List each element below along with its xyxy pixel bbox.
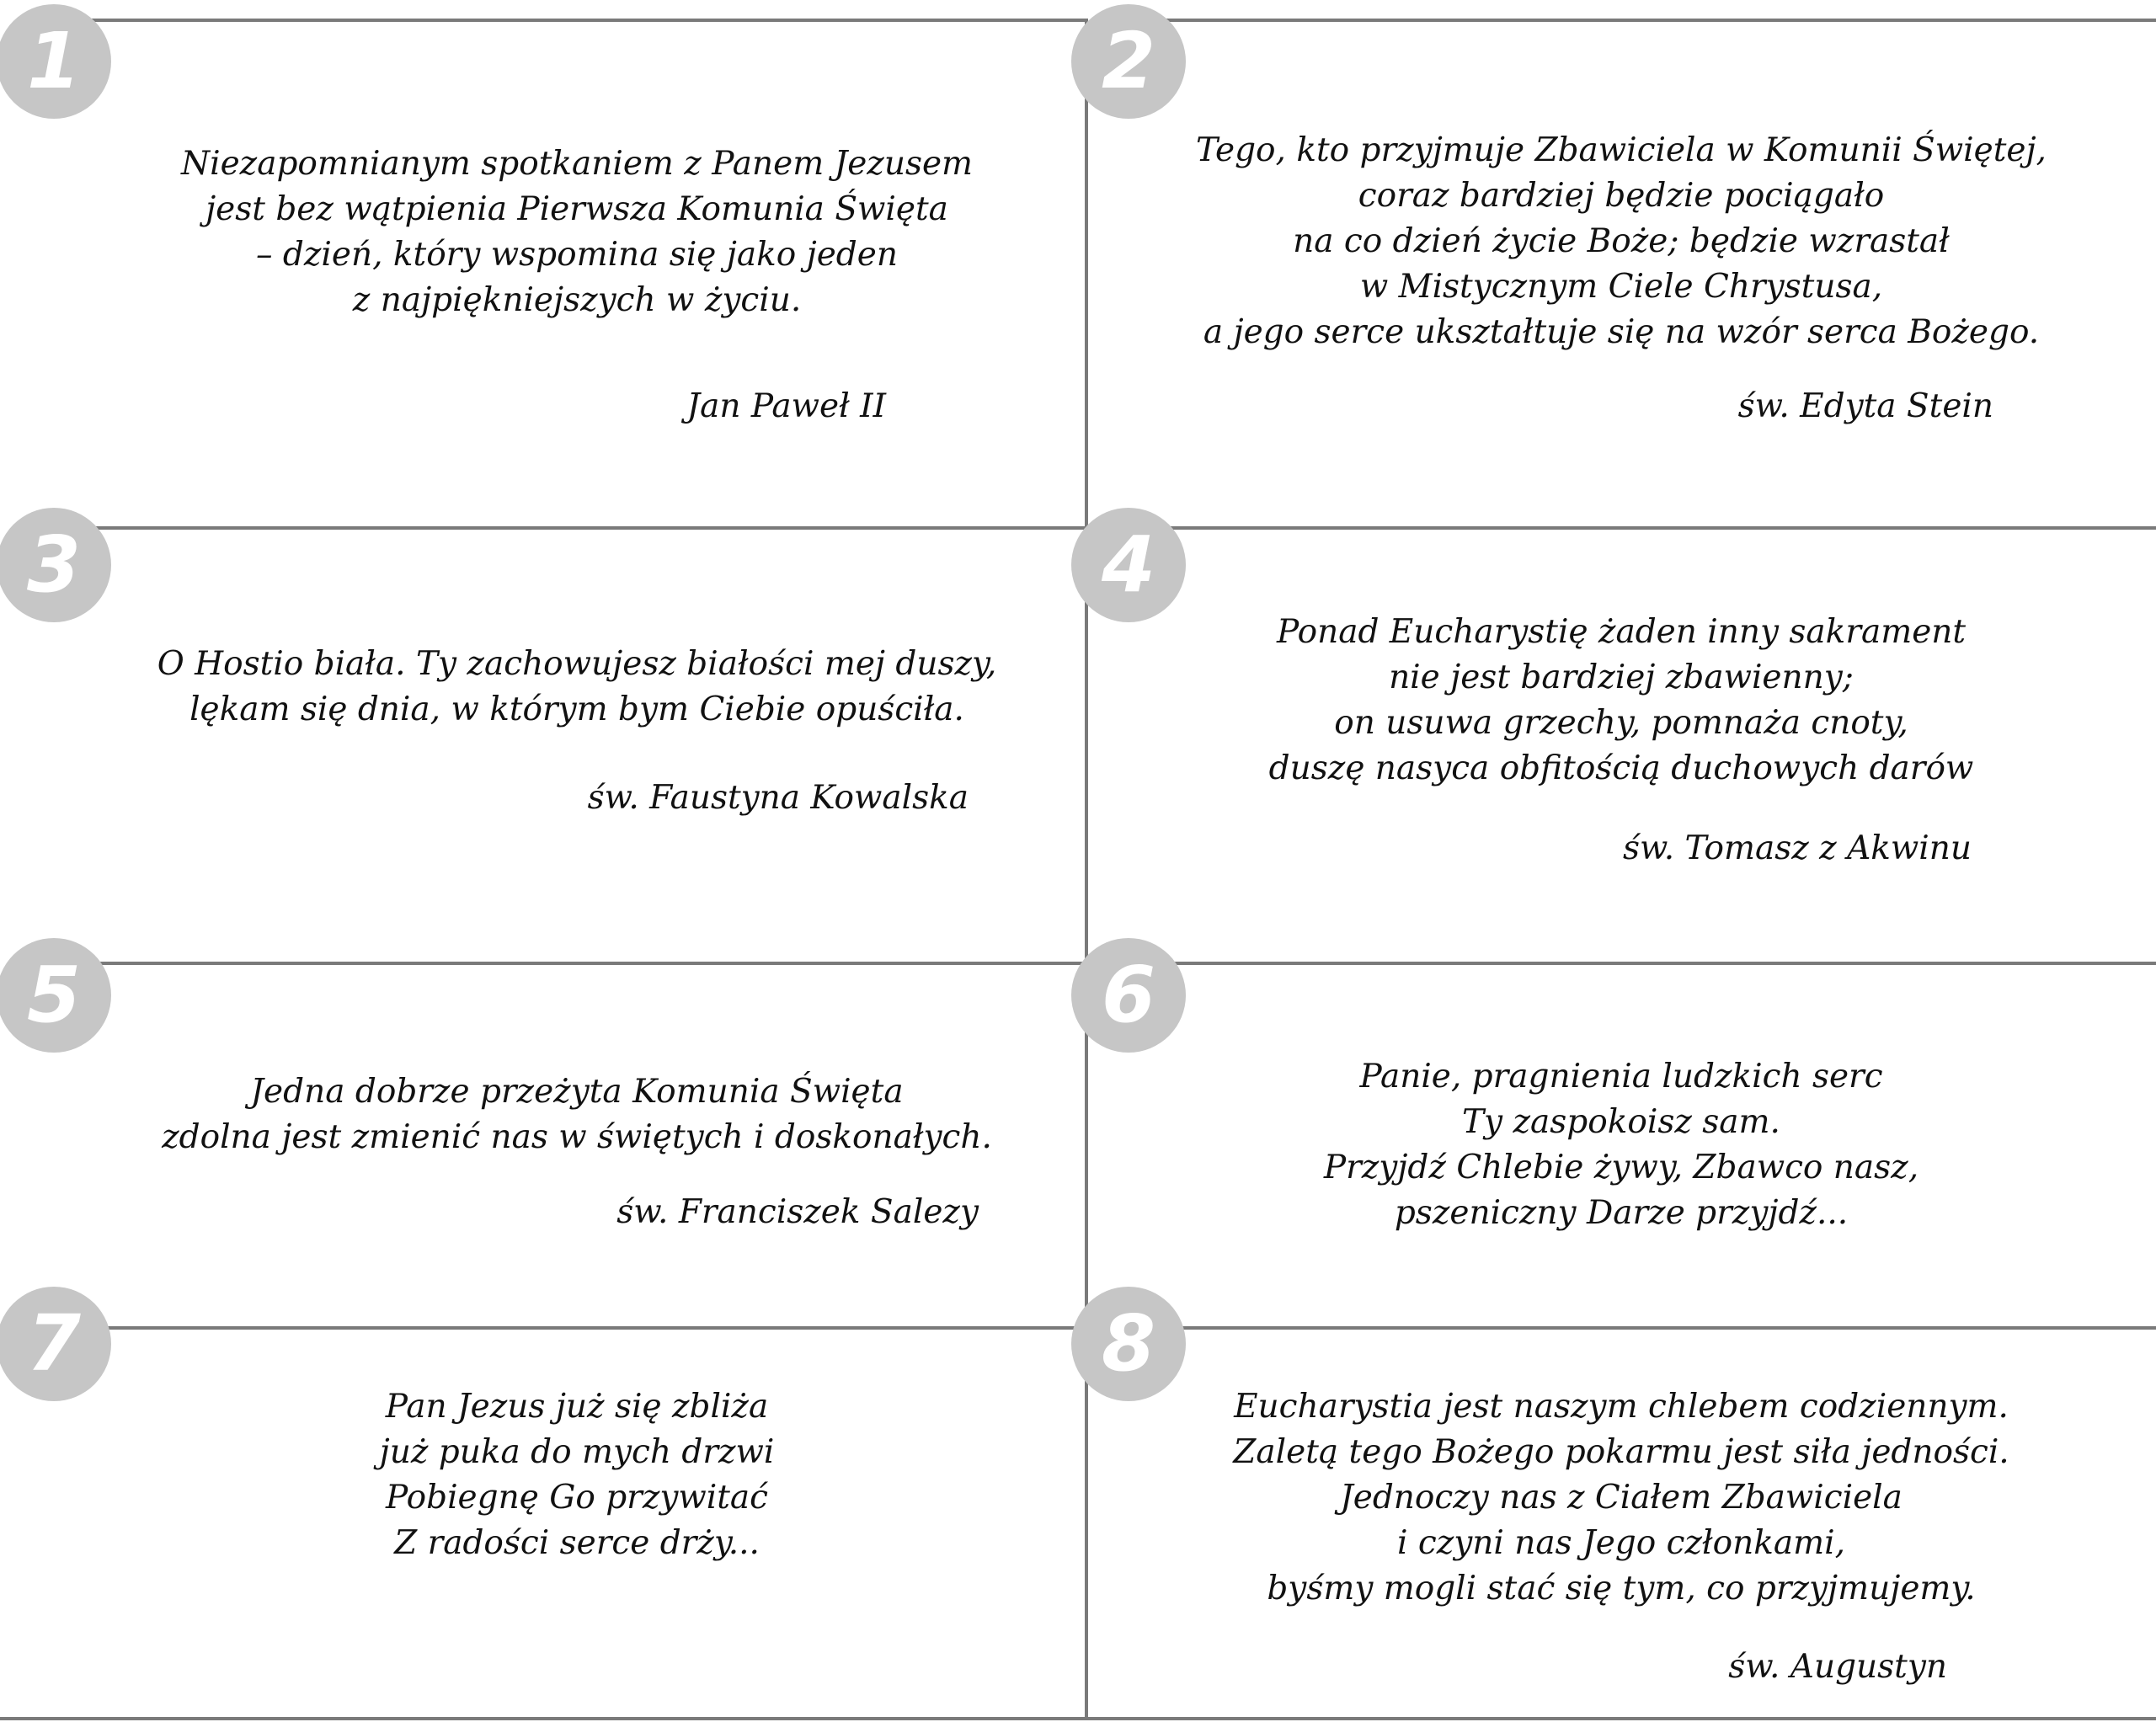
card-number-badge-5: 5 (0, 938, 111, 1053)
card-number-badge-4: 4 (1071, 508, 1186, 622)
card-3-quote (0, 642, 1154, 733)
quote-line: Eucharystia jest naszym chlebem codziennym. (1234, 1388, 2009, 1426)
quote-line: Jednoczy nas z Ciałem Zbawiciela (1340, 1479, 1903, 1517)
quote-line: z najpiękniejszych w życiu. (352, 281, 802, 319)
quote-line: nie jest bardziej zbawienny; (1389, 658, 1854, 696)
card-5-author: św. Franciszek Salezy (616, 1193, 979, 1231)
quote-line: Pan Jezus już się zbliża (385, 1388, 769, 1426)
row-divider-top-right (1135, 19, 2156, 22)
quote-line: Ty zaspokoisz sam. (1462, 1103, 1780, 1141)
quote-line: Panie, pragnienia ludzkich serc (1359, 1058, 1883, 1096)
quote-line: on usuwa grzechy, pomnaża cnoty, (1334, 704, 1908, 742)
card-number-badge-7: 7 (0, 1287, 111, 1401)
card-number-badge-2: 2 (1071, 4, 1186, 119)
card-3-author: św. Faustyna Kowalska (587, 779, 969, 817)
card-number-badge-8: 8 (1071, 1287, 1186, 1401)
card-1-quote (0, 141, 1154, 323)
quote-line: na co dzień życie Boże; będzie wzrastał (1293, 222, 1950, 260)
card-6-quote (1086, 1054, 2156, 1236)
quote-line: byśmy mogli stać się tym, co przyjmujemy. (1267, 1570, 1976, 1607)
quote-line: O Hostio biała. Ty zachowujesz białości mej duszy, (157, 645, 997, 683)
quote-line: Z radości serce drży... (394, 1524, 760, 1562)
card-2-quote (1086, 128, 2156, 355)
quote-line: coraz bardziej będzie pociągało (1358, 177, 1885, 215)
quote-line: lękam się dnia, w którym bym Ciebie opuściła. (189, 690, 964, 728)
card-8-author: św. Augustyn (1728, 1648, 1947, 1686)
card-number-badge-1: 1 (0, 4, 111, 119)
card-4-quote (1086, 610, 2156, 792)
quote-line: w Mistycznym Ciele Chrystusa, (1359, 268, 1883, 306)
quote-line: Niezapomnianym spotkaniem z Panem Jezusem (180, 145, 974, 183)
card-8-quote (1086, 1384, 2156, 1612)
row-divider-bottom (0, 1717, 2156, 1720)
quote-line: Zaletą tego Bożego pokarmu jest siła jedności. (1233, 1433, 2009, 1471)
quote-line: zdolna jest zmienić nas w świętych i doskonałych. (162, 1118, 992, 1156)
quote-line: Tego, kto przyjmuje Zbawiciela w Komunii Świętej, (1196, 131, 2047, 169)
quote-line: i czyni nas Jego członkami, (1397, 1524, 1845, 1562)
card-5-quote (0, 1069, 1154, 1160)
quote-line: duszę nasyca obfitością duchowych darów (1268, 749, 1974, 787)
quote-line: Ponad Eucharystię żaden inny sakrament (1276, 613, 1967, 651)
card-7-quote (0, 1384, 1154, 1566)
quote-line: Jedna dobrze przeżyta Komunia Święta (250, 1073, 904, 1111)
card-1-author: Jan Paweł II (686, 387, 886, 425)
card-4-author: św. Tomasz z Akwinu (1622, 829, 1972, 867)
card-number-badge-3: 3 (0, 508, 111, 622)
quote-line: – dzień, który wspomina się jako jeden (256, 236, 898, 274)
card-number-badge-6: 6 (1071, 938, 1186, 1053)
quote-line: już puka do mych drzwi (379, 1433, 775, 1471)
quote-line: Przyjdź Chlebie żywy, Zbawco nasz, (1323, 1149, 1919, 1186)
quote-line: a jego serce ukształtuje się na wzór serca Bożego. (1203, 313, 2040, 351)
row-divider-top (59, 19, 1086, 22)
quote-line: Pobiegnę Go przywitać (385, 1479, 769, 1517)
card-2-author: św. Edyta Stein (1737, 387, 1993, 425)
quote-line: jest bez wątpienia Pierwsza Komunia Święta (205, 190, 948, 228)
quote-line: pszeniczny Darze przyjdź... (1394, 1194, 1849, 1232)
